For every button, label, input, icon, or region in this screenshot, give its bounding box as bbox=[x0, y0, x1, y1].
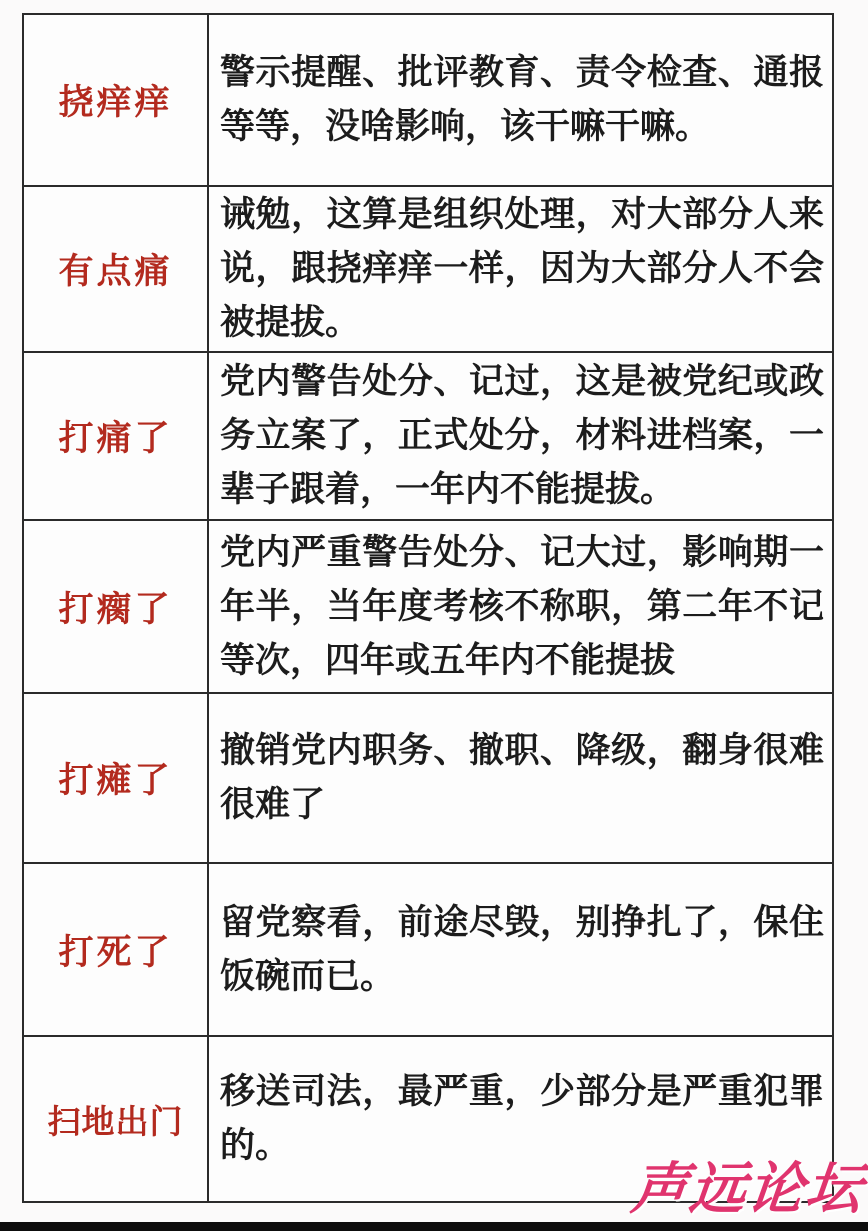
row-label-datongle: 打痛了 bbox=[24, 351, 209, 519]
row-label-youdiantong: 有点痛 bbox=[24, 185, 209, 351]
row-label-datanle: 打瘫了 bbox=[24, 692, 209, 862]
row-text-datanle: 撤销党内职务、撤职、降级，翻身很难很难了 bbox=[209, 692, 832, 862]
row-label-saodichumen: 扫地出门 bbox=[24, 1035, 209, 1201]
punishment-levels-table bbox=[22, 13, 834, 1203]
row-text-youdiantong: 诫勉，这算是组织处理，对大部分人来说，跟挠痒痒一样，因为大部分人不会被提拔。 bbox=[209, 185, 832, 351]
forum-watermark: 声远论坛 bbox=[628, 1157, 867, 1220]
row-text-saodichumen: 移送司法，最严重，少部分是严重犯罪的。 bbox=[209, 1035, 832, 1201]
bottom-black-strip bbox=[0, 1222, 868, 1231]
row-label-dasile: 打死了 bbox=[24, 862, 209, 1035]
row-text-naoyangyang: 警示提醒、批评教育、责令检查、通报等等，没啥影响，该干嘛干嘛。 bbox=[220, 53, 824, 146]
row-label-daquele: 打瘸了 bbox=[24, 519, 209, 692]
row-text-datongle: 党内警告处分、记过，这是被党纪或政务立案了，正式处分，材料进档案，一辈子跟着，一年内不能提拔。 bbox=[209, 351, 832, 519]
row-text-daquele: 党内严重警告处分、记大过，影响期一年半，当年度考核不称职，第二年不记等次，四年或五年内不能提拔 bbox=[209, 519, 832, 692]
row-text-dasile: 留党察看，前途尽毁，别挣扎了，保住饭碗而已。 bbox=[209, 862, 832, 1035]
row-label-naoyangyang: 挠痒痒 bbox=[24, 15, 209, 185]
